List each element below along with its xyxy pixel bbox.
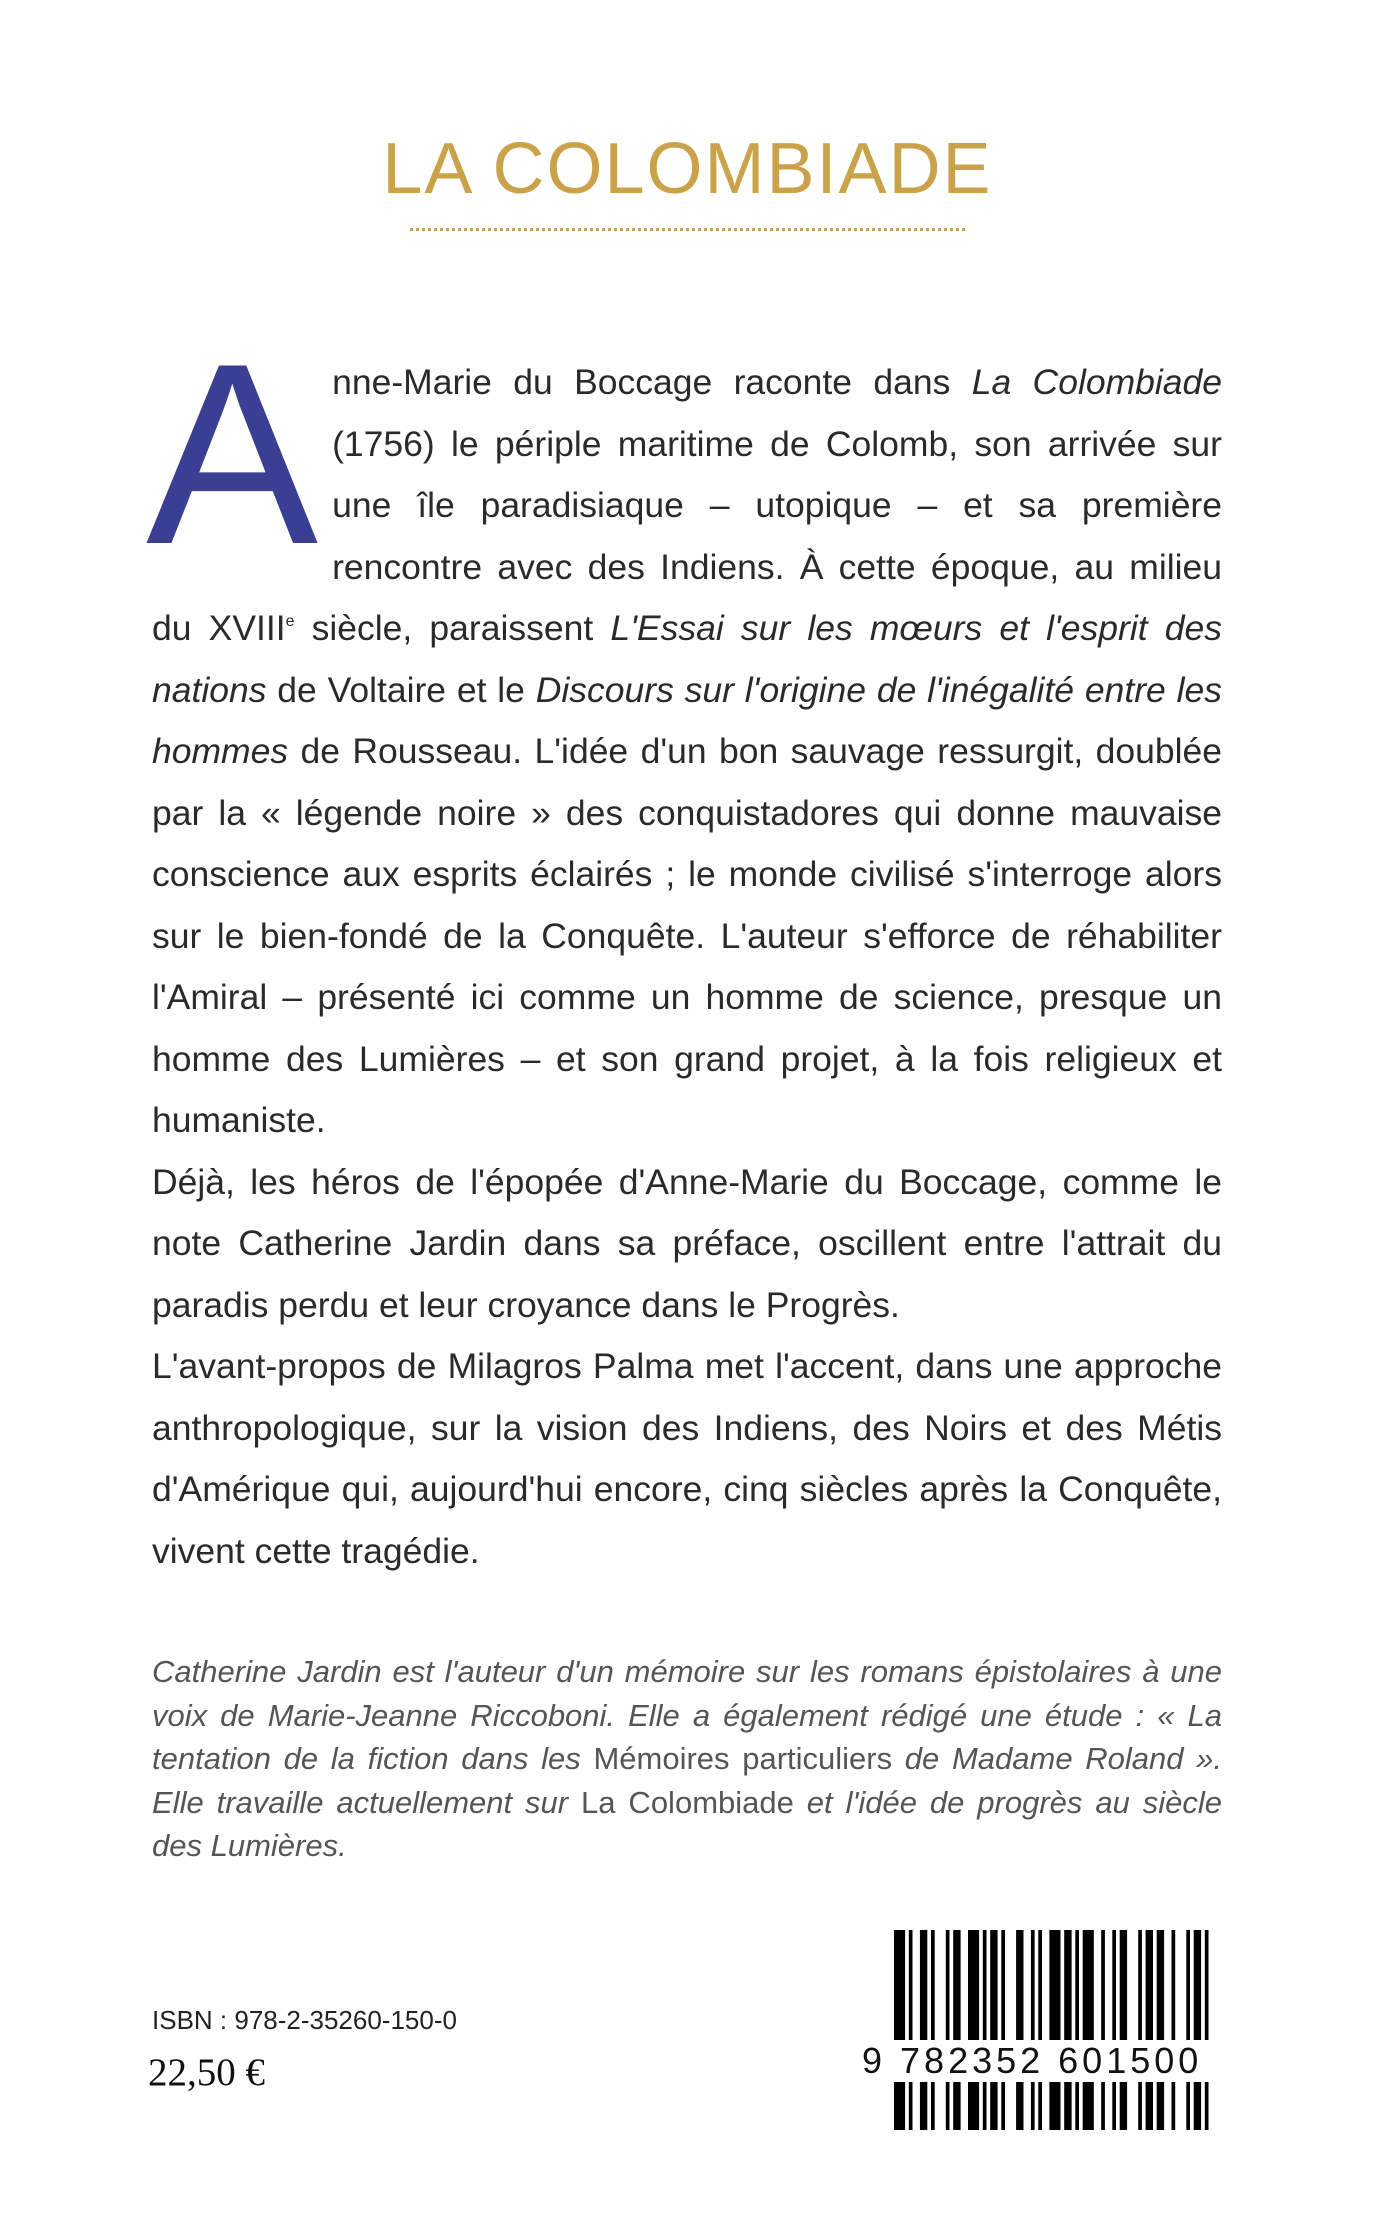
blurb-text: de Rousseau. L'idée d'un bon sauvage ressurgit, doublée par la « légende noire » des conquistadores qui donne mauvaise conscience aux esprits éclairés ; le monde civilisé s'interroge alors sur le bien-fondé de la Conquête. L'auteur s'efforce de réhabiliter l'Amiral – présenté ici comme un homme de science, presque un homme des Lumières – et son grand projet, à la fois religieux et humaniste.	[152, 731, 1222, 1140]
blurb-text: de Voltaire et le	[266, 669, 536, 710]
blurb-text: (1756) le périple maritime de Colomb, son arrivée sur une île paradisiaque – utopique – et sa première rencontre avec des Indiens. À cette époque, au milieu du XVIII	[152, 423, 1222, 648]
barcode-bar	[894, 1930, 905, 2130]
barcode-bars	[890, 1930, 1230, 2130]
barcode-bar	[1049, 1930, 1060, 2130]
barcode-bar	[946, 1930, 950, 2130]
blurb-italic-title: Discours sur l'origine de l'inégalité entre les hommes	[152, 669, 1222, 771]
barcode-bar	[1112, 1930, 1116, 2130]
author-bio	[152, 1650, 1222, 1868]
barcode	[890, 1930, 1230, 2130]
barcode-bar	[1075, 1930, 1079, 2130]
blurb-text: siècle, paraissent	[294, 608, 611, 648]
barcode-bar	[1120, 1930, 1127, 2130]
drop-cap: A	[146, 309, 319, 598]
barcode-bar	[968, 1930, 979, 2130]
bio-upright-title: Mémoires particuliers	[593, 1741, 893, 1776]
barcode-bar	[1186, 1930, 1190, 2130]
bio-text: et l'idée de progrès au siècle des Lumières.	[152, 1784, 1222, 1863]
barcode-bar	[931, 1930, 935, 2130]
barcode-bar	[1205, 1930, 1209, 2130]
blurb-paragraph-2: Déjà, les héros de l'épopée d'Anne-Marie du Boccage, comme le note Catherine Jardin dans sa préface, oscillent entre l'attrait du paradis perdu et leur croyance dans le Progrès.	[152, 1161, 1222, 1325]
book-title: LA COLOMBIADE	[382, 129, 993, 209]
title-dotted-rule	[410, 228, 965, 231]
barcode-digits: 9 782352 601500	[862, 2040, 1242, 2082]
barcode-bar	[953, 1930, 960, 2130]
blurb-text: nne-Marie du Boccage raconte dans	[332, 362, 972, 402]
bio-text: de Madame Roland ». Elle travaille actuellement sur	[152, 1741, 1223, 1820]
barcode-bar	[1194, 1930, 1201, 2130]
barcode-bar	[1016, 1930, 1023, 2130]
barcode-bar	[920, 1930, 927, 2130]
bio-text: Catherine Jardin est l'auteur d'un mémoire sur les romans épistolaires à une voix de Marie-Jeanne Riccoboni. Elle a également rédigé une étude : « La tentation de la fiction dans les	[152, 1654, 1222, 1776]
blurb-italic-title: L'Essai sur les mœurs et l'esprit des nations	[152, 608, 1223, 710]
blurb	[146, 309, 1223, 1582]
price: 22,50 €	[148, 2051, 265, 2094]
barcode-bar	[983, 1930, 987, 2130]
barcode-bar	[1101, 1930, 1105, 2130]
isbn: ISBN : 978-2-35260-150-0	[152, 2005, 457, 2035]
century-superscript: e	[285, 613, 295, 630]
barcode-bar	[1001, 1930, 1005, 2130]
barcode-bar	[990, 1930, 997, 2130]
barcode-bar	[909, 1930, 913, 2130]
barcode-bar	[1138, 1930, 1142, 2130]
barcode-bar	[1031, 1930, 1035, 2130]
barcode-bar	[1064, 1930, 1071, 2130]
barcode-bar	[1157, 1930, 1164, 2130]
barcode-bar	[1083, 1930, 1094, 2130]
barcode-bar	[1038, 1930, 1042, 2130]
barcode-bar	[1172, 1930, 1176, 2130]
bio-upright-title: La Colombiade	[581, 1784, 794, 1820]
blurb-italic-title: La Colombiade	[971, 362, 1223, 402]
blurb-paragraph-3: L'avant-propos de Milagros Palma met l'accent, dans une approche anthropologique, sur la vision des Indiens, des Noirs et des Métis d'Amérique qui, aujourd'hui encore, cinq siècles après la Conquête, vivent cette tragédie.	[152, 1346, 1222, 1571]
barcode-bar	[1146, 1930, 1153, 2130]
